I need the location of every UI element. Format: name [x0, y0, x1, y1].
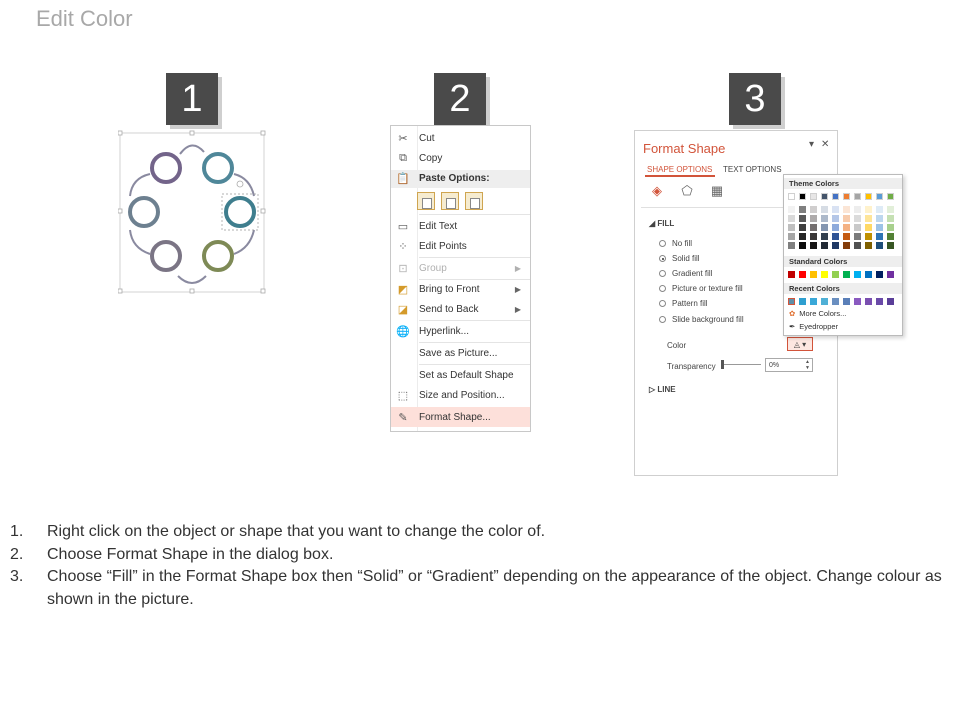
theme-shade-swatch[interactable] [876, 233, 883, 240]
theme-shade-swatch[interactable] [810, 224, 817, 231]
theme-shade-swatch[interactable] [810, 215, 817, 222]
theme-shade-swatch[interactable] [832, 215, 839, 222]
menu-item-save-as-picture[interactable]: Save as Picture... [419, 347, 498, 359]
paste-icon: 📋 [396, 173, 410, 185]
standard-colors-header: Standard Colors [784, 256, 902, 267]
theme-shade-swatch[interactable] [821, 242, 828, 249]
radio-picture-fill[interactable]: Picture or texture fill [659, 284, 743, 293]
radio-gradient-fill[interactable]: Gradient fill [659, 269, 712, 278]
theme-color-swatch[interactable] [832, 193, 839, 200]
recent-color-swatch[interactable] [865, 298, 872, 305]
circle-node-top-right [204, 154, 232, 182]
edit-points-icon: ⁘ [398, 240, 408, 253]
scissors-icon: ✂ [398, 132, 408, 145]
recent-color-swatch[interactable] [854, 298, 861, 305]
theme-color-swatch[interactable] [887, 193, 894, 200]
expanded-triangle-icon: ◢ [649, 219, 658, 228]
theme-shade-swatch[interactable] [788, 242, 795, 249]
recent-color-swatch[interactable] [832, 298, 839, 305]
theme-shade-swatch[interactable] [854, 242, 861, 249]
paste-merge-icon[interactable] [441, 192, 459, 210]
tab-text-options[interactable]: TEXT OPTIONS [723, 165, 782, 174]
theme-shade-swatch[interactable] [832, 224, 839, 231]
standard-color-swatch[interactable] [876, 271, 883, 278]
recent-color-swatch[interactable] [810, 298, 817, 305]
radio-solid-fill[interactable]: Solid fill [659, 254, 700, 263]
circle-node-right [226, 198, 254, 226]
paste-option-buttons [417, 192, 483, 210]
menu-item-format-shape[interactable]: ✎ Format Shape... [391, 407, 530, 427]
theme-shade-swatch[interactable] [843, 215, 850, 222]
effects-icon[interactable]: ⬠ [681, 183, 693, 198]
theme-shade-swatch[interactable] [865, 215, 872, 222]
radio-pattern-fill[interactable]: Pattern fill [659, 299, 708, 308]
theme-shade-swatch[interactable] [876, 242, 883, 249]
recent-colors-header: Recent Colors [784, 283, 902, 294]
standard-color-swatch[interactable] [843, 271, 850, 278]
hyperlink-icon: 🌐 [396, 325, 410, 338]
line-section-header[interactable]: ▷ LINE [649, 385, 676, 394]
bring-front-icon: ◩ [397, 283, 409, 296]
send-back-icon: ◪ [397, 303, 409, 316]
size-properties-icon[interactable]: ▦ [710, 183, 724, 198]
color-picker-dropdown [783, 174, 903, 336]
transparency-label: Transparency [667, 362, 716, 371]
context-menu [390, 125, 531, 432]
step-badge-2: 2 [434, 73, 486, 125]
theme-shade-swatch[interactable] [810, 242, 817, 249]
theme-shade-swatch[interactable] [865, 206, 872, 213]
theme-shade-swatch[interactable] [887, 206, 894, 213]
theme-color-swatch[interactable] [865, 193, 872, 200]
theme-shade-swatch[interactable] [821, 233, 828, 240]
paste-keep-source-icon[interactable] [417, 192, 435, 210]
recent-color-swatch[interactable] [821, 298, 828, 305]
standard-color-swatch[interactable] [887, 271, 894, 278]
theme-shade-swatch[interactable] [799, 233, 806, 240]
theme-color-swatch[interactable] [876, 193, 883, 200]
theme-color-swatch[interactable] [799, 193, 806, 200]
submenu-arrow-icon: ▶ [514, 263, 521, 273]
instruction-item: 3. Choose “Fill” in the Format Shape box then “Solid” or “Gradient” depending on the appearance of the object. Change colour as shown in the picture. [10, 568, 942, 608]
submenu-arrow-icon: ▶ [514, 304, 521, 314]
theme-shade-swatch[interactable] [876, 206, 883, 213]
text-box-icon: ▭ [397, 220, 409, 233]
theme-shade-swatch[interactable] [799, 215, 806, 222]
color-label: Color [667, 341, 687, 350]
theme-shade-swatch[interactable] [854, 215, 861, 222]
circle-node-bottom-left [152, 242, 180, 270]
menu-item-bring-to-front[interactable]: ◩ Bring to Front ▶ [397, 283, 521, 296]
theme-color-swatch[interactable] [854, 193, 861, 200]
step-badge-1: 1 [166, 73, 218, 125]
close-icon[interactable]: ✕ [821, 139, 830, 150]
eyedropper-icon: ✒ [789, 322, 796, 331]
theme-shade-swatch[interactable] [832, 206, 839, 213]
menu-item-set-default-shape[interactable]: Set as Default Shape [419, 369, 514, 381]
cycle-diagram[interactable] [118, 130, 266, 294]
theme-shade-swatch[interactable] [788, 233, 795, 240]
menu-item-edit-points[interactable]: ⁘ Edit Points [391, 236, 530, 256]
menu-item-group: ⊡ Group ▶ [391, 258, 530, 278]
submenu-arrow-icon: ▶ [514, 284, 521, 294]
theme-shade-swatch[interactable] [865, 233, 872, 240]
menu-item-edit-text[interactable]: ▭ Edit Text [397, 220, 458, 233]
theme-shade-swatch[interactable] [788, 224, 795, 231]
radio-slide-background-fill[interactable]: Slide background fill [659, 315, 744, 324]
instruction-item: 1. Right click on the object or shape that you want to change the color of. [10, 523, 546, 540]
spinner-arrows-icon[interactable]: ▲ ▼ [805, 359, 810, 371]
theme-shade-swatch[interactable] [887, 233, 894, 240]
standard-color-swatch[interactable] [832, 271, 839, 278]
theme-shade-swatch[interactable] [810, 206, 817, 213]
eyedropper-button[interactable]: ✒ Eyedropper [789, 322, 839, 331]
theme-shade-swatch[interactable] [843, 224, 850, 231]
rotate-handle [237, 181, 243, 187]
fill-line-icon[interactable]: ◈ [652, 183, 662, 198]
theme-shade-swatch[interactable] [865, 224, 872, 231]
menu-item-hyperlink[interactable]: 🌐 Hyperlink... [396, 325, 470, 338]
copy-icon: ⧉ [399, 151, 407, 164]
menu-item-send-to-back[interactable]: ◪ Send to Back ▶ [397, 303, 521, 316]
theme-shade-swatch[interactable] [865, 242, 872, 249]
standard-color-swatch[interactable] [799, 271, 806, 278]
circle-node-top-left [152, 154, 180, 182]
theme-shade-swatch[interactable] [843, 242, 850, 249]
theme-shade-swatch[interactable] [799, 206, 806, 213]
menu-item-size-position[interactable]: ⬚ Size and Position... [397, 389, 505, 402]
recent-color-swatch[interactable] [788, 298, 795, 305]
circle-node-left [130, 198, 158, 226]
recent-color-swatch[interactable] [843, 298, 850, 305]
theme-shade-swatch[interactable] [843, 206, 850, 213]
instruction-item: 2. Choose Format Shape in the dialog box. [10, 545, 334, 563]
standard-color-swatch[interactable] [810, 271, 817, 278]
chevron-down-icon: ▾ [802, 339, 807, 349]
collapsed-triangle-icon: ▷ [649, 385, 658, 394]
theme-shade-swatch[interactable] [887, 242, 894, 249]
theme-shade-swatch[interactable] [810, 233, 817, 240]
color-wheel-icon: ✿ [789, 309, 796, 318]
theme-shade-swatch[interactable] [887, 215, 894, 222]
theme-shade-swatch[interactable] [821, 224, 828, 231]
pane-title: Format Shape [643, 141, 726, 156]
standard-color-swatch[interactable] [821, 271, 828, 278]
menu-item-cut[interactable]: ✂ Cut [391, 128, 530, 148]
paste-picture-icon[interactable] [465, 192, 483, 210]
format-shape-icon: ✎ [398, 411, 408, 424]
theme-shade-swatch[interactable] [799, 224, 806, 231]
theme-shade-swatch[interactable] [876, 215, 883, 222]
theme-shade-swatch[interactable] [854, 206, 861, 213]
transparency-slider-thumb[interactable] [721, 360, 724, 369]
radio-no-fill[interactable]: No fill [659, 239, 692, 248]
transparency-input[interactable]: 0% ▲ ▼ [765, 358, 813, 372]
theme-color-swatch[interactable] [810, 193, 817, 200]
theme-shade-swatch[interactable] [799, 242, 806, 249]
theme-shade-swatch[interactable] [854, 224, 861, 231]
paste-options-header: 📋 Paste Options: [391, 170, 530, 188]
theme-shade-swatch[interactable] [832, 242, 839, 249]
recent-color-swatch[interactable] [876, 298, 883, 305]
standard-color-swatch[interactable] [788, 271, 795, 278]
theme-color-swatch[interactable] [843, 193, 850, 200]
theme-shade-swatch[interactable] [854, 233, 861, 240]
color-dropdown-button[interactable] [787, 337, 813, 351]
theme-shade-swatch[interactable] [832, 233, 839, 240]
theme-shade-swatch[interactable] [887, 224, 894, 231]
menu-item-copy[interactable]: ⧉ Copy [391, 148, 530, 168]
step-badge-3: 3 [729, 73, 781, 125]
theme-colors-header: Theme Colors [784, 178, 902, 189]
circle-node-bottom-right [204, 242, 232, 270]
theme-shade-swatch[interactable] [821, 206, 828, 213]
instruction-list [10, 521, 950, 611]
size-position-icon: ⬚ [397, 389, 409, 402]
active-tab-indicator [645, 175, 715, 177]
tab-shape-options[interactable]: SHAPE OPTIONS [647, 165, 713, 174]
group-icon: ⊡ [398, 262, 408, 275]
standard-color-swatch[interactable] [865, 271, 872, 278]
more-colors-button[interactable]: ✿ More Colors... [789, 309, 847, 318]
theme-color-swatch[interactable] [821, 193, 828, 200]
recent-color-swatch[interactable] [799, 298, 806, 305]
theme-shade-swatch[interactable] [788, 215, 795, 222]
pane-options-icon[interactable]: ▾ [809, 139, 815, 150]
theme-shade-swatch[interactable] [821, 215, 828, 222]
transparency-slider-track[interactable] [723, 364, 761, 365]
page-title: Edit Color [36, 6, 133, 31]
recent-color-swatch[interactable] [887, 298, 894, 305]
standard-color-swatch[interactable] [854, 271, 861, 278]
theme-color-swatch[interactable] [788, 193, 795, 200]
theme-shade-swatch[interactable] [876, 224, 883, 231]
paint-bucket-icon: ◬ [793, 339, 801, 349]
fill-section-header[interactable]: ◢ FILL [649, 219, 675, 228]
theme-shade-swatch[interactable] [843, 233, 850, 240]
theme-shade-swatch[interactable] [788, 206, 795, 213]
